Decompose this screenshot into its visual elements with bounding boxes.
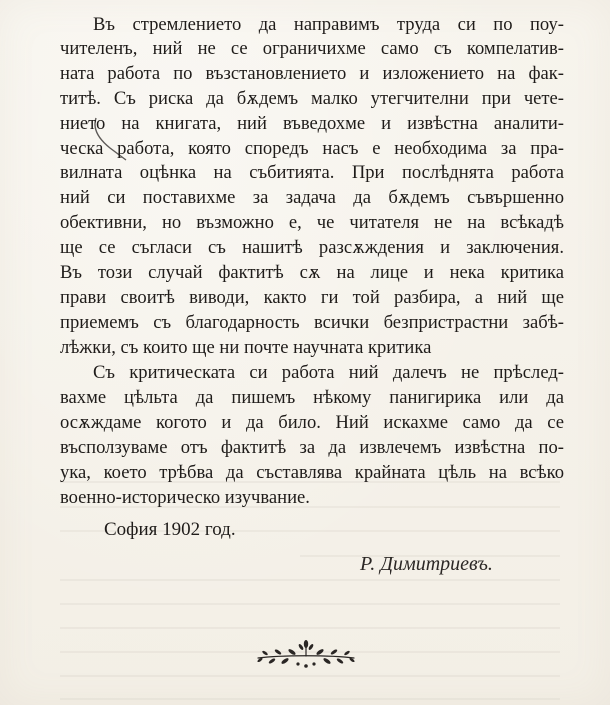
text-line: въсползуваме отъ фактитѣ за да извлечемъ извѣстна по- xyxy=(60,437,564,458)
text-line: нието на книгата, ний въведохме и извѣстна аналити- xyxy=(60,113,564,134)
floral-ornament-icon xyxy=(252,638,360,672)
text-line: осѫждаме когото и да било. Ний искахме само да се xyxy=(60,412,564,433)
text-line: военно-историческо изучвание. xyxy=(60,487,310,508)
text-line: Въ този случай фактитѣ сѫ на лице и нека критика xyxy=(60,262,564,283)
text-line: Съ критическата си работа ний далечъ не прѣслед- xyxy=(93,362,564,383)
text-line: чителенъ, ний не се ограничихме само съ компелатив- xyxy=(60,38,564,59)
text-line: ний си поставихме за задача да бѫдемъ съвършенно xyxy=(60,187,564,208)
author-signature: Р. Димитриевъ. xyxy=(360,553,493,575)
text-line: вилната оцѣнка на събитията. При послѣднята работа xyxy=(60,162,564,183)
text-line: прави своитѣ виводи, както ги той разбира, а ний ще xyxy=(60,287,564,308)
text-line: Въ стремлението да направимъ труда си по поу- xyxy=(93,14,564,35)
text-line: ческа работа, която споредъ насъ е необходима за пра- xyxy=(60,138,564,159)
text-line: обективни, но възможно е, че читателя не на всѣкадѣ xyxy=(60,212,564,233)
text-line: вахме цѣльта да пишемъ нѣкому панигирика или да xyxy=(60,387,564,408)
text-line: лѣжки, съ които ще ни почте научната критика xyxy=(60,337,432,358)
place-date: София 1902 год. xyxy=(104,519,236,540)
text-line: ната работа по възстановлението и изложението на фак- xyxy=(60,63,564,84)
text-line: приемемъ съ благодарность всички безпристрастни забѣ- xyxy=(60,312,564,333)
text-line: титѣ. Съ риска да бѫдемъ малко утегчителни при чете- xyxy=(60,88,564,109)
text-line: ще се съгласи съ нашитѣ разсѫждения и заключения. xyxy=(60,237,564,258)
text-line: ука, което трѣбва да съставлява крайната цѣль на всѣко xyxy=(60,462,564,483)
